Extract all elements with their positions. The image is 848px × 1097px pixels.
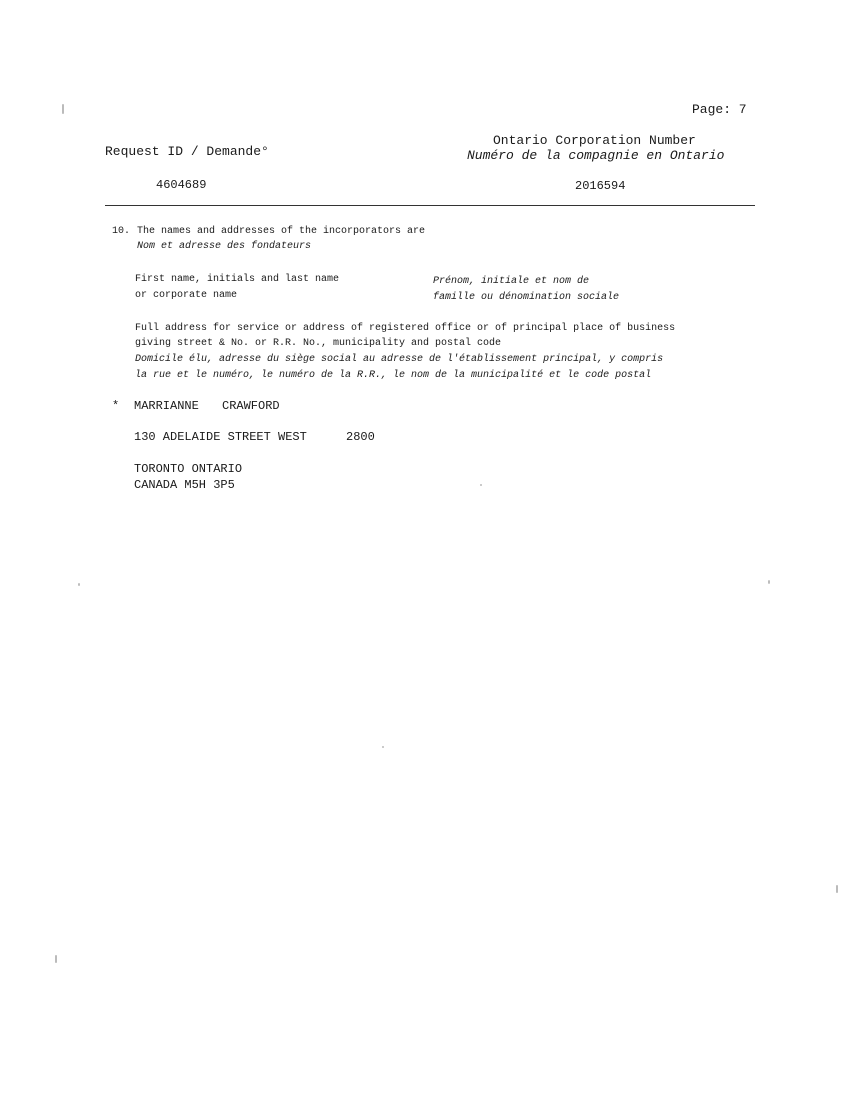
request-id-label: Request ID / Demande° bbox=[105, 144, 269, 159]
scan-speck bbox=[480, 484, 482, 486]
address-label-en-line-1: Full address for service or address of registered office or of principal place of business bbox=[135, 323, 676, 334]
name-label-en-line-2: or corporate name bbox=[135, 290, 238, 301]
corporation-number-label-en: Ontario Corporation Number bbox=[493, 133, 696, 148]
address-label-en-line-2: giving street & No. or R.R. No., municipality and postal code bbox=[135, 338, 502, 349]
address-label-fr-line-2: la rue et le numéro, le numéro de la R.R., le nom de la municipalité et le code postal bbox=[135, 370, 652, 381]
incorporator-street: 130 ADELAIDE STREET WEST bbox=[134, 430, 307, 444]
incorporator-last-name: CRAWFORD bbox=[222, 399, 280, 413]
section-title-fr: Nom et adresse des fondateurs bbox=[137, 241, 312, 252]
scan-speck bbox=[836, 885, 838, 893]
scan-speck bbox=[78, 583, 80, 586]
header-divider bbox=[105, 205, 755, 206]
corporation-number-value: 2016594 bbox=[575, 179, 626, 193]
address-label-fr-line-1: Domicile élu, adresse du siège social au adresse de l'établissement principal, y compris bbox=[135, 354, 664, 365]
scan-speck bbox=[382, 746, 384, 748]
incorporator-first-name: MARRIANNE bbox=[134, 399, 199, 413]
name-label-en-line-1: First name, initials and last name bbox=[135, 274, 340, 285]
incorporator-city: TORONTO ONTARIO bbox=[134, 462, 243, 476]
page-number: Page: 7 bbox=[692, 102, 747, 117]
section-number: 10. bbox=[112, 226, 131, 237]
name-label-fr-line-2: famille ou dénomination sociale bbox=[433, 292, 620, 303]
name-label-fr-line-1: Prénom, initiale et nom de bbox=[433, 276, 590, 287]
section-title-en: The names and addresses of the incorporators are bbox=[137, 226, 426, 237]
incorporator-marker: * bbox=[112, 399, 120, 413]
incorporator-unit: 2800 bbox=[346, 430, 375, 444]
corporation-number-label-fr: Numéro de la compagnie en Ontario bbox=[467, 148, 725, 163]
scan-speck bbox=[55, 955, 57, 963]
scan-speck bbox=[62, 104, 64, 114]
request-id-value: 4604689 bbox=[156, 178, 207, 192]
incorporator-country-postal: CANADA M5H 3P5 bbox=[134, 478, 235, 492]
scan-speck bbox=[768, 580, 770, 584]
